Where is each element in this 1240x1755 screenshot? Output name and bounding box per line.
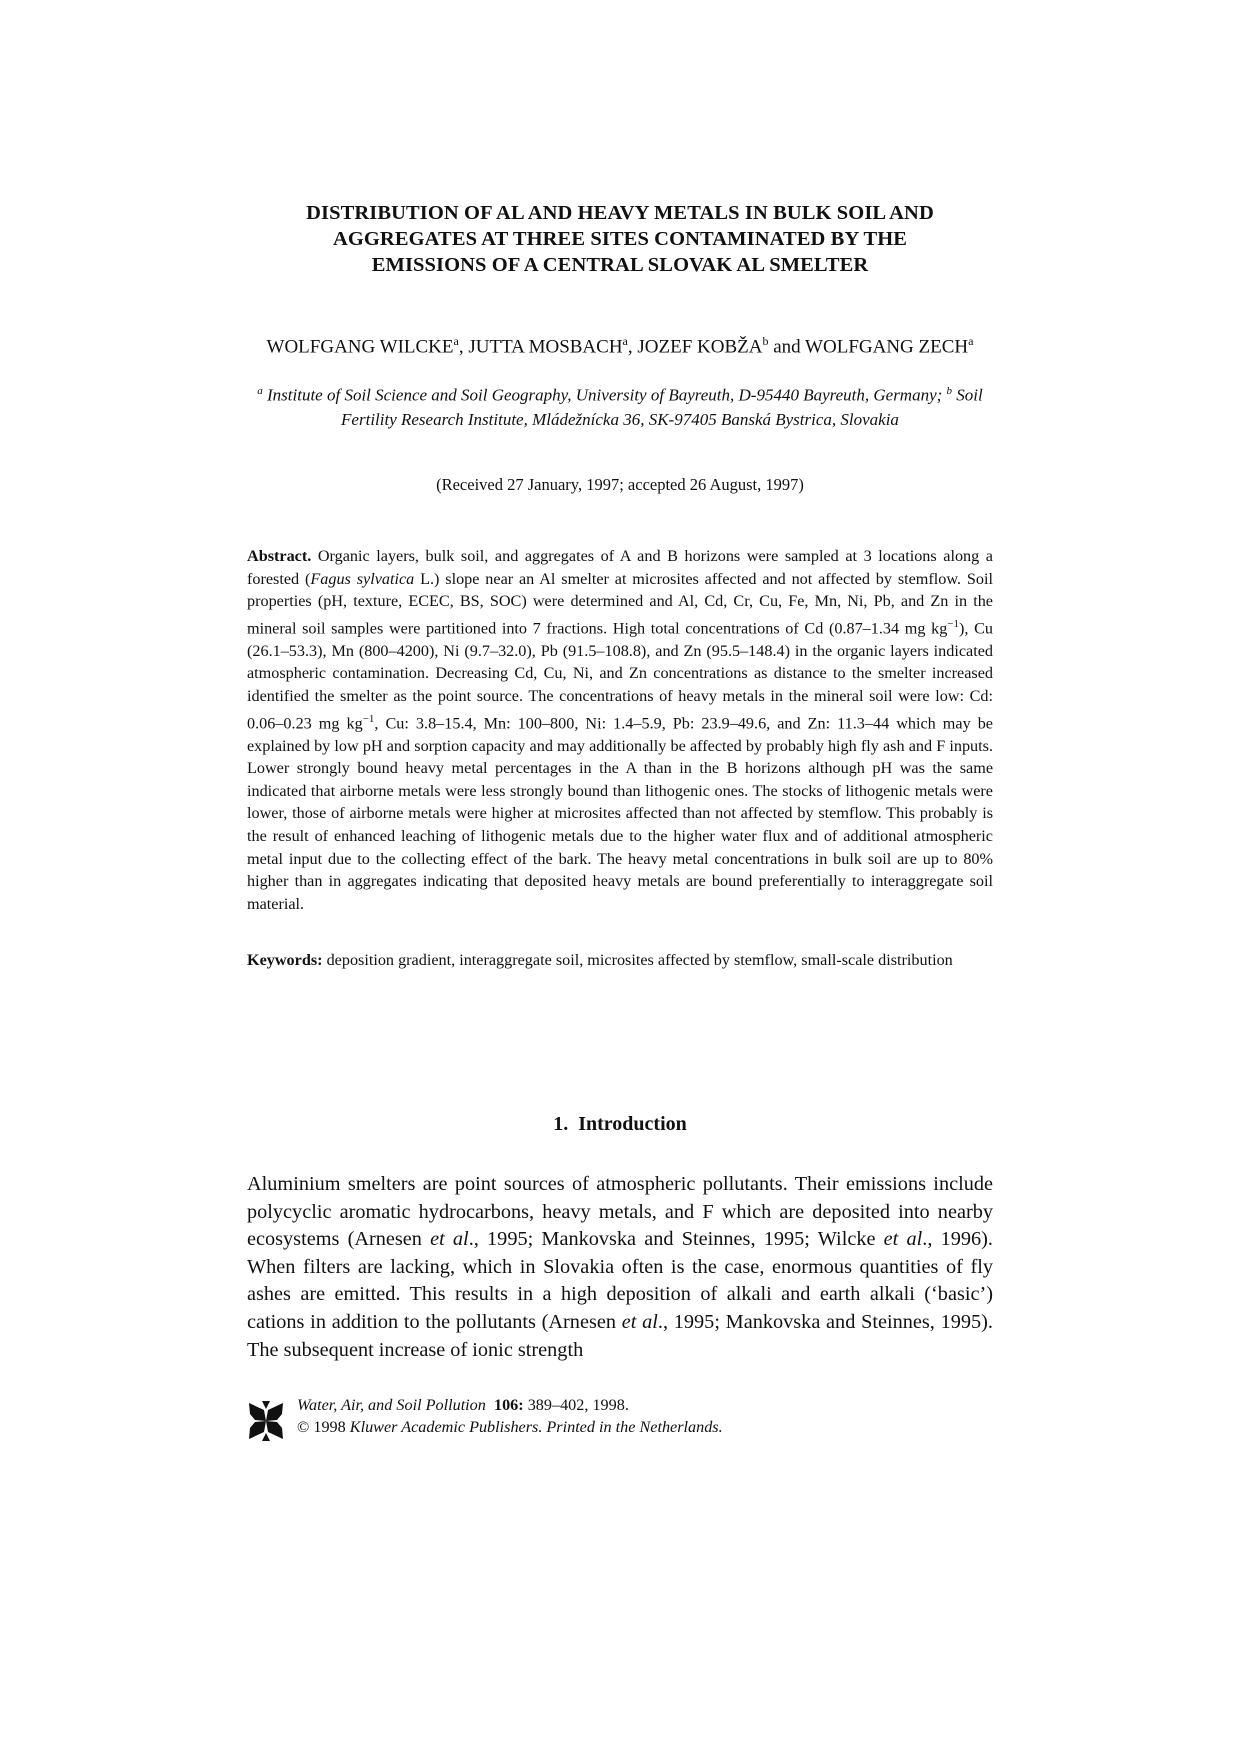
title-line-2: AGGREGATES AT THREE SITES CONTAMINATED BY THE	[332, 228, 908, 250]
received-dates: (Received 27 January, 1997; accepted 26 August, 1997)	[436, 475, 804, 494]
unit-exponent: −1	[362, 712, 375, 725]
abstract-text: , Cu: 3.8–15.4, Mn: 100–800, Ni: 1.4–5.9, Pb: 23.9–49.6, and Zn: 11.3–44 which may be explained by low pH and sorption capacity and may additionally be affected by probably high fly ash and F inputs. Lower strongly bound heavy metal percentages in the A than in the B horizons although pH was the same indicated that airborne metals were less strongly bound than lithogenic ones. The stocks of lithogenic metals were lower, those of airborne metals were higher at microsites affected than not affected by stemflow. This probably is the result of enhanced leaching of lithogenic metals due to the higher water flux and of additional atmospheric metal input due to the collecting effect of the bark. The heavy metal concentrations in bulk soil are up to 80% higher than in aggregates indicating that deposited heavy metals are bound preferentially to interaggregate soil material.	[247, 713, 993, 913]
author-affil-mark: a	[622, 334, 628, 348]
body-text: ., 1995; Mankovska and Steinnes, 1995). The subsequent increase of ionic strength	[247, 1310, 993, 1361]
abstract-text: L.) slope near an Al smelter at microsites affected and not affected by stemflow. Soil properties (pH, texture, ECEC, BS, SOC) were determined and Al, Cd, Cr, Cu, Fe, Mn, Ni, Pb, and Zn in the mineral soil samples were partitioned into 7 fractions. High total concentrations of Cd (0.87–1.34 mg kg	[247, 569, 994, 638]
footer-citation	[297, 1394, 723, 1438]
footer-line-1	[297, 1394, 723, 1416]
section-heading	[230, 1111, 1010, 1137]
publisher-logo-icon	[247, 1400, 285, 1442]
keywords-label: Keywords:	[247, 951, 323, 969]
paper-title	[230, 200, 1010, 278]
journal-volume: 106:	[493, 1396, 524, 1414]
abstract-label: Abstract.	[247, 547, 312, 565]
author-name: WOLFGANG WILCKE	[266, 336, 454, 358]
affil-text-b: Soil Fertility Research Institute, Mládežnícka 36, SK-97405 Banská Bystrica, Slovakia	[341, 385, 983, 429]
keywords	[247, 949, 993, 972]
author-list	[230, 329, 1010, 359]
abstract-text: ), Cu (26.1–53.3), Mn (800–4200), Ni (9.7–32.0), Pb (91.5–108.8), and Zn (95.5–148.4) in the organic layers indicated atmospheric contamination. Decreasing Cd, Cu, Ni, and Zn concentrations as distance to the smelter increased identified the smelter as the point source. The concentrations of heavy metals in the mineral soil were low: Cd: 0.06–0.23 mg kg	[247, 619, 994, 732]
section-title: Introduction	[578, 1113, 687, 1135]
citation-etal: et al	[430, 1228, 469, 1251]
footer-line-2	[297, 1416, 723, 1438]
affil-mark-a: a	[257, 385, 263, 397]
author-name: , JOZEF KOBŽA	[627, 336, 763, 358]
author-affil-mark: a	[968, 334, 974, 348]
affil-mark-b: b	[946, 385, 953, 397]
body-text: ., 1995; Mankovska and Steinnes, 1995; Wilcke	[468, 1228, 884, 1251]
citation-etal: et al	[883, 1228, 923, 1251]
copyright-prefix: © 1998	[297, 1418, 350, 1436]
abstract	[247, 545, 993, 915]
body-text: ., 1996). When filters are lacking, which in Slovakia often is the case, enormous quantities of fly ashes are emitted. This results in a high deposition of alkali and earth alkali (‘basic’) cations in addition to the pollutants (Arnesen	[247, 1228, 993, 1333]
author-affil-mark: b	[762, 334, 769, 348]
abstract-text: Organic layers, bulk soil, and aggregates of A and B horizons were sampled at 3 locations along a forested (	[247, 547, 993, 588]
unit-exponent: −1	[947, 617, 960, 630]
journal-name: Water, Air, and Soil Pollution	[297, 1396, 486, 1414]
author-affil-mark: a	[453, 334, 459, 348]
affiliations	[230, 379, 1010, 432]
body-text: Aluminium smelters are point sources of atmospheric pollutants. Their emissions include polycyclic aromatic hydrocarbons, heavy metals, and F which are deposited into nearby ecosystems (Arnesen	[247, 1173, 993, 1251]
affil-text-a: Institute of Soil Science and Soil Geography, University of Bayreuth, D-95440 Bayreuth, Germany;	[262, 385, 947, 405]
author-name: , JUTTA MOSBACH	[458, 336, 623, 358]
citation-etal: et al	[621, 1310, 658, 1333]
title-line-1: DISTRIBUTION OF AL AND HEAVY METALS IN BULK SOIL AND	[306, 202, 934, 224]
publisher-name: Kluwer Academic Publishers. Printed in the Netherlands.	[349, 1418, 723, 1436]
species-name: Fagus sylvatica	[310, 569, 415, 588]
title-line-3: EMISSIONS OF A CENTRAL SLOVAK AL SMELTER	[371, 254, 869, 276]
journal-footer	[247, 1394, 947, 1454]
journal-pages: 389–402, 1998.	[523, 1396, 629, 1414]
author-name: and WOLFGANG ZECH	[768, 336, 969, 358]
section-number: 1.	[553, 1113, 569, 1135]
keywords-text: deposition gradient, interaggregate soil, microsites affected by stemflow, small-scale distribution	[322, 951, 953, 969]
introduction-paragraph	[247, 1171, 993, 1364]
